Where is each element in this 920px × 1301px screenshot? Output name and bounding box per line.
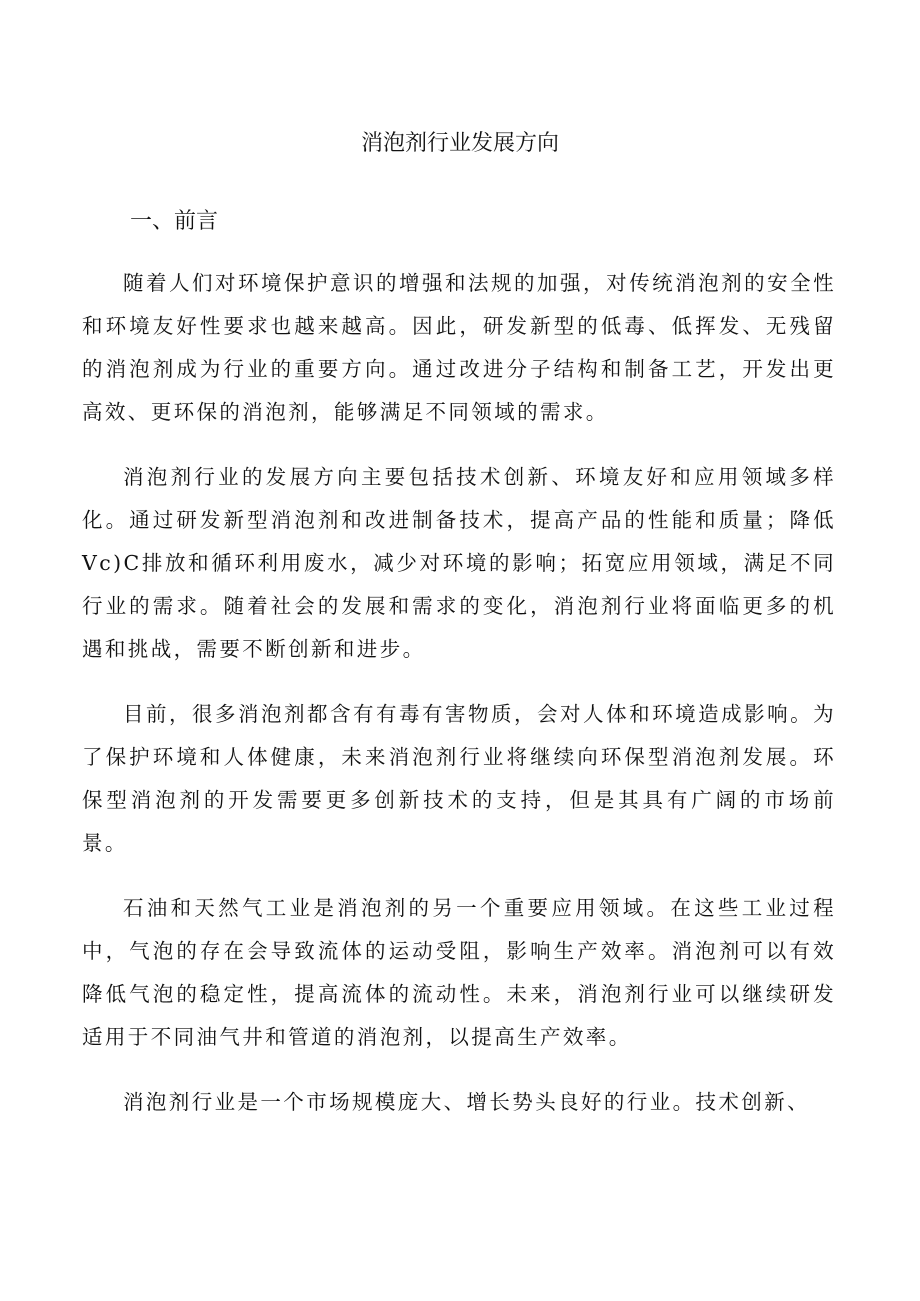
document-title: 消泡剂行业发展方向 (360, 131, 559, 156)
paragraph-3: 目前，很多消泡剂都含有有毒有害物质，会对人体和环境造成影响。为了保护环境和人体健康，未来消泡剂行业将继续向环保型消泡剂发展。环保型消泡剂的开发需要更多创新技术的支持，但是其具有广阔的市场前景。 (82, 702, 836, 855)
paragraph-1: 随着人们对环境保护意识的增强和法规的加强，对传统消泡剂的安全性和环境友好性要求也越来越高。因此，研发新型的低毒、低挥发、无残留的消泡剂成为行业的重要方向。通过改进分子结构和制备工艺，开发出更高效、更环保的消泡剂，能够满足不同领域的需求。 (82, 271, 836, 424)
paragraph-4: 石油和天然气工业是消泡剂的另一个重要应用领域。在这些工业过程中，气泡的存在会导致流体的运动受阻，影响生产效率。消泡剂可以有效降低气泡的稳定性，提高流体的流动性。未来，消泡剂行业可以继续研发适用于不同油气井和管道的消泡剂，以提高生产效率。 (82, 896, 836, 1049)
paragraph-5: 消泡剂行业是一个市场规模庞大、增长势头良好的行业。技术创新、 (123, 1090, 810, 1114)
paragraph-2: 消泡剂行业的发展方向主要包括技术创新、环境友好和应用领域多样化。通过研发新型消泡剂和改进制备技术，提高产品的性能和质量；降低Vc)C排放和循环利用废水，减少对环境的影响；拓宽应用领域，满足不同行业的需求。随着社会的发展和需求的变化，消泡剂行业将面临更多的机遇和挑战，需要不断创新和进步。 (82, 465, 836, 661)
body-text (82, 262, 836, 1146)
section-heading: 一、前言 (130, 209, 219, 234)
